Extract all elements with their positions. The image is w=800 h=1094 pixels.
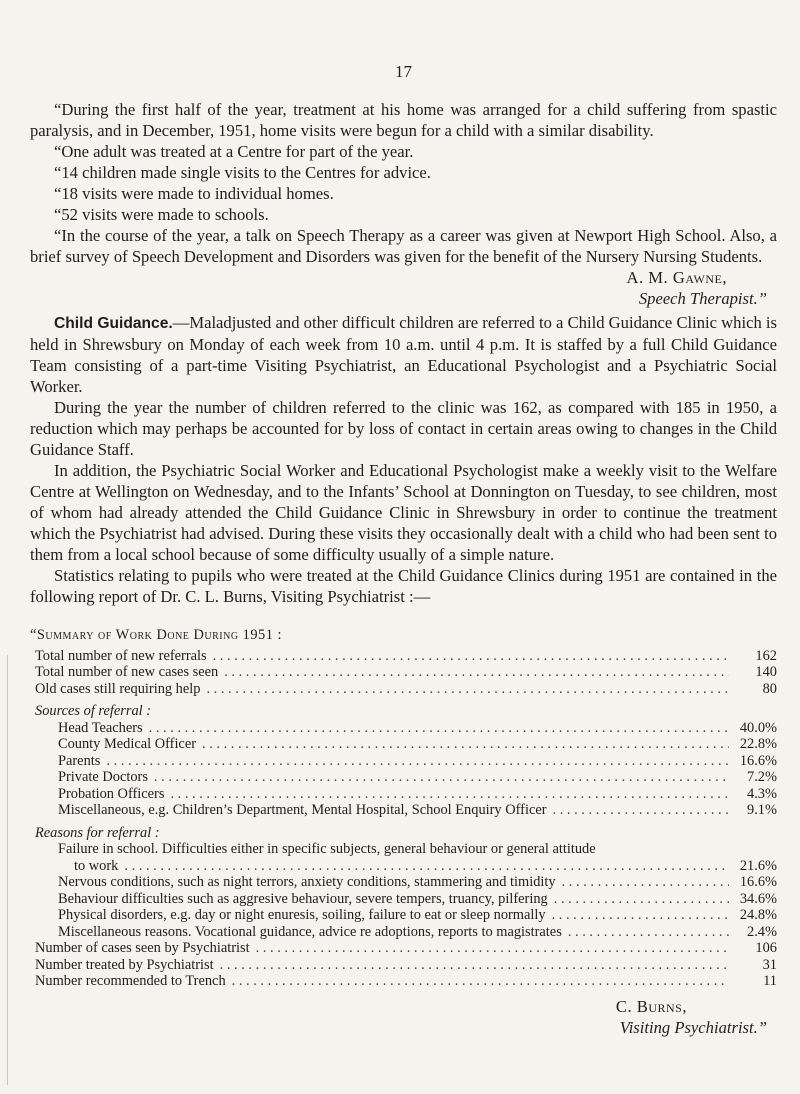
row-label: Head Teachers <box>58 719 143 736</box>
row-value: 40.0% <box>739 719 777 736</box>
row-label: Nervous conditions, such as night terrors, anxiety conditions, stammering and timidity <box>58 874 556 890</box>
table-row <box>30 681 777 698</box>
leader-dots <box>118 858 729 875</box>
signature-name: A. M. Gawne, <box>626 268 727 287</box>
speech-paragraph-2: “One adult was treated at a Centre for part of the year. <box>54 142 414 161</box>
row-value: 9.1% <box>747 802 777 818</box>
row-label: Private Doctors <box>58 769 148 785</box>
guidance-paragraph-3: In addition, the Psychiatric Social Worker and Educational Psychologist make a weekly visit to the Welfare Centre at Wellington on Wednesday, and to the Infants’ School at Donnington on Tuesday, to see children, most of whom had already attended the Child Guidance Clinic in Shrewsbury in order to continue the treatment which the Psychiatrist had advised. During these visits they occasionally dealt with a child who had been sent to them from a local school because of some difficulty usually of a simple nature. <box>30 461 777 564</box>
leader-dots <box>214 957 729 974</box>
row-label: Old cases still requiring help <box>35 680 201 697</box>
sources-heading: Sources of referral : <box>35 703 152 719</box>
row-value: 2.4% <box>747 923 777 940</box>
table-row <box>30 753 777 770</box>
guidance-paragraph-4: Statistics relating to pupils who were treated at the Child Guidance Clinics during 1951 are contained in the following report of Dr. C. L. Burns, Visiting Psychiatrist :— <box>30 566 777 606</box>
row-label: Number treated by Psychiatrist <box>35 956 214 973</box>
table-row <box>30 736 777 753</box>
row-value: 106 <box>755 940 777 956</box>
row-label: Number recommended to Trench <box>35 973 226 989</box>
table-row <box>30 802 777 819</box>
row-value: 16.6% <box>739 752 777 769</box>
page-number: 17 <box>395 62 412 81</box>
leader-dots <box>556 874 729 891</box>
row-label: Number of cases seen by Psychiatrist <box>35 940 250 956</box>
row-label: to work <box>74 857 119 874</box>
row-value: 21.6% <box>739 857 777 874</box>
leader-dots <box>164 786 729 803</box>
leader-dots <box>546 907 729 924</box>
table-row <box>30 769 777 786</box>
leader-dots <box>547 802 729 819</box>
reason-first-line: Failure in school. Difficulties either in specific subjects, general behaviour or general attitude <box>58 841 596 857</box>
speech-therapy-section <box>30 99 777 309</box>
row-label: Total number of new cases seen <box>35 664 219 680</box>
leader-dots <box>200 681 729 698</box>
speech-signature <box>30 267 767 309</box>
row-label: Total number of new referrals <box>35 647 207 664</box>
row-value: 22.8% <box>739 736 777 752</box>
row-label: Behaviour difficulties such as aggresive behaviour, severe tempers, truancy, pilfering <box>58 890 548 907</box>
speech-paragraph-4: “18 visits were made to individual homes. <box>54 184 334 203</box>
row-value: 11 <box>763 973 777 989</box>
leader-dots <box>207 648 729 665</box>
child-guidance-section <box>30 312 777 607</box>
leader-dots <box>100 753 729 770</box>
guidance-paragraph-1 <box>30 312 777 397</box>
leader-dots <box>196 736 729 753</box>
speech-paragraph-6: “In the course of the year, a talk on Speech Therapy as a career was given at Newport High School. Also, a brief survey of Speech Development and Disorders was given for the benefit of the Nursery Nursing Students. <box>30 226 777 266</box>
guidance-paragraph-2: During the year the number of children referred to the clinic was 162, as compared with 185 in 1950, a reduction which may perhaps be accounted for by loss of contact in certain areas owing to changes in the Child Guidance Staff. <box>30 398 777 459</box>
signature-title: Visiting Psychiatrist.” <box>619 1017 767 1037</box>
table-row <box>30 924 777 941</box>
table-row <box>30 858 777 875</box>
row-label: Parents <box>58 752 101 769</box>
reasons-group <box>30 874 777 940</box>
row-label: County Medical Officer <box>58 736 197 752</box>
table-row <box>30 891 777 908</box>
signature-title: Speech Therapist.” <box>638 289 767 308</box>
table-row <box>30 786 777 803</box>
leader-dots <box>548 891 729 908</box>
summary-table <box>30 627 777 1038</box>
row-label: Probation Officers <box>58 785 165 802</box>
summary-title: “Summary of Work Done During 1951 : <box>30 627 283 643</box>
row-value: 4.3% <box>747 785 777 802</box>
row-label: Physical disorders, e.g. day or night enuresis, soiling, failure to eat or sleep normally <box>58 907 546 923</box>
table-row <box>30 664 777 681</box>
sources-group <box>30 720 777 819</box>
summary-signature <box>30 996 767 1038</box>
totals-group <box>30 648 777 698</box>
final-group <box>30 940 777 990</box>
leader-dots <box>218 664 729 681</box>
leader-dots <box>143 720 729 737</box>
leader-dots <box>562 924 729 941</box>
section-heading: Child Guidance. <box>54 315 173 332</box>
guidance-paragraph-1-text: —Maladjusted and other difficult children are referred to a Child Guidance Clinic which is held in Shrewsbury on Monday of each week from 10 a.m. until 4 p.m. It is staffed by a full Child Guidance Team consisting of a part-time Visiting Psychiatrist, an Educational Psychologist and a Psychiatric Social Worker. <box>30 313 777 396</box>
table-row <box>30 720 777 737</box>
document-page <box>30 0 777 1038</box>
signature-name: C. Burns, <box>615 996 687 1016</box>
row-value: 80 <box>762 680 777 697</box>
table-row <box>30 957 777 974</box>
table-row <box>30 874 777 891</box>
leader-dots <box>226 973 729 990</box>
reasons-heading: Reasons for referral : <box>35 824 160 841</box>
table-row <box>30 940 777 957</box>
row-label: Miscellaneous, e.g. Children’s Department, Mental Hospital, School Enquiry Officer <box>58 802 547 818</box>
speech-paragraph-3: “14 children made single visits to the Centres for advice. <box>54 163 431 182</box>
row-value: 34.6% <box>739 890 777 907</box>
row-value: 7.2% <box>747 769 777 785</box>
margin-rule <box>7 655 8 1085</box>
row-value: 162 <box>755 647 777 664</box>
row-label: Miscellaneous reasons. Vocational guidance, advice re adoptions, reports to magistrates <box>58 923 562 940</box>
leader-dots <box>250 940 729 957</box>
speech-paragraph-5: “52 visits were made to schools. <box>54 205 269 224</box>
leader-dots <box>148 769 729 786</box>
row-value: 16.6% <box>739 874 777 890</box>
row-value: 31 <box>762 956 777 973</box>
row-value: 24.8% <box>739 907 777 923</box>
row-value: 140 <box>755 664 777 680</box>
table-row <box>30 648 777 665</box>
table-row <box>30 973 777 990</box>
table-row <box>30 907 777 924</box>
speech-paragraph-1: “During the first half of the year, treatment at his home was arranged for a child suffering from spastic paralysis, and in December, 1951, home visits were begun for a child with a similar disability. <box>30 100 777 140</box>
